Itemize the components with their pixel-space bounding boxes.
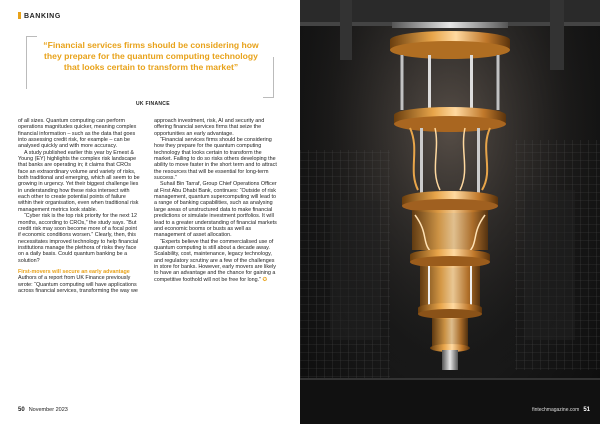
paragraph (154, 239, 280, 283)
paragraph: “Financial services firms should be considering how they prepare for the quantum computing technology that looks certain to transform the market. Failing to do so risks others developing the ability to move faster in the short term and to attract the resources that will be essential for long-term success.” (154, 137, 277, 182)
quantum-computer-chandelier-icon (300, 0, 600, 424)
body-column-1 (18, 118, 140, 294)
paragraph: A study published earlier this year by Ernest & Young (EY) highlights the complex risk landscape that banks are operating in; it claims that CROs face an extraordinary volume and variety of risks, both traditional and emerging, which all seem to be growing in urgency. Yet their biggest challenge lies in understanding how these risks intersect with each other to create potential points of failure within their organisation, even when traditional risk management metrics look stable. (18, 149, 140, 213)
page-number: 51 (583, 407, 590, 413)
end-mark-icon: ✪ (262, 276, 268, 283)
subheading: First-movers will secure an early advantage (18, 268, 130, 275)
paragraph-text: “Experts believe that the commercialised use of quantum computing is still about a decade away. Scalability, cost, maintenance, legacy technology, and regulatory scrutiny are a few of the challenges in store for banks. However, early movers are likely to have an advantage and the chance for gaining a competitive foothold will not be free for long.” (154, 238, 276, 283)
quote-bracket-top-left (26, 36, 37, 89)
pull-quote-box (26, 36, 274, 92)
section-label: BANKING (18, 12, 61, 20)
paragraph: approach investment, risk, AI and security and offering financial services firms that seize the opportunities an early advantage. (154, 118, 265, 137)
website: fintechmagazine.com (532, 407, 580, 413)
paragraph: Suhail Bin Tarraf, Group Chief Operations Officer at First Abu Dhabi Bank, continues: “Outside of risk management, quantum supercomputing will lead to a range of banking capabilities, such as analysing large areas of unstructured data to make financial predictions or simulate investment portfolios. It will lead to a greater understanding of financial markets and economic booms or busts as well as management of asset allocation. (154, 181, 277, 239)
paragraph: Authors of a report from UK Finance previously wrote: “Quantum computing will have applications across financial services, transforming the way we (18, 275, 138, 294)
footer-left (18, 407, 68, 413)
body-column-2 (154, 118, 280, 283)
issue-date: November 2023 (28, 407, 68, 413)
paragraph: “Cyber risk is the top risk priority for the next 12 months, according to CROs,” the study says. “But credit risk may soon become more of a focal point if economic conditions worsen.” Clearly, then, this necessitates improved technology to help financial institutions manage the plethora of risks they face on a daily basis. Could quantum banking be a solution? (18, 213, 139, 264)
quote-bracket-bottom-right (263, 57, 274, 98)
quantum-computer-photo (300, 0, 600, 424)
page-number: 50 (18, 407, 25, 413)
quote-attribution: UK FINANCE (136, 101, 170, 107)
paragraph: of all sizes. Quantum computing can perform operations magnitudes quicker, meaning complex financial information – such as the data that goes into assessing credit risk, for example – can be analysed quickly and with more accuracy. (18, 118, 137, 150)
footer-right (532, 407, 590, 413)
pull-quote: “Financial services firms should be considering how they prepare for the quantum computing technology that looks certain to transform the market” (43, 40, 259, 72)
